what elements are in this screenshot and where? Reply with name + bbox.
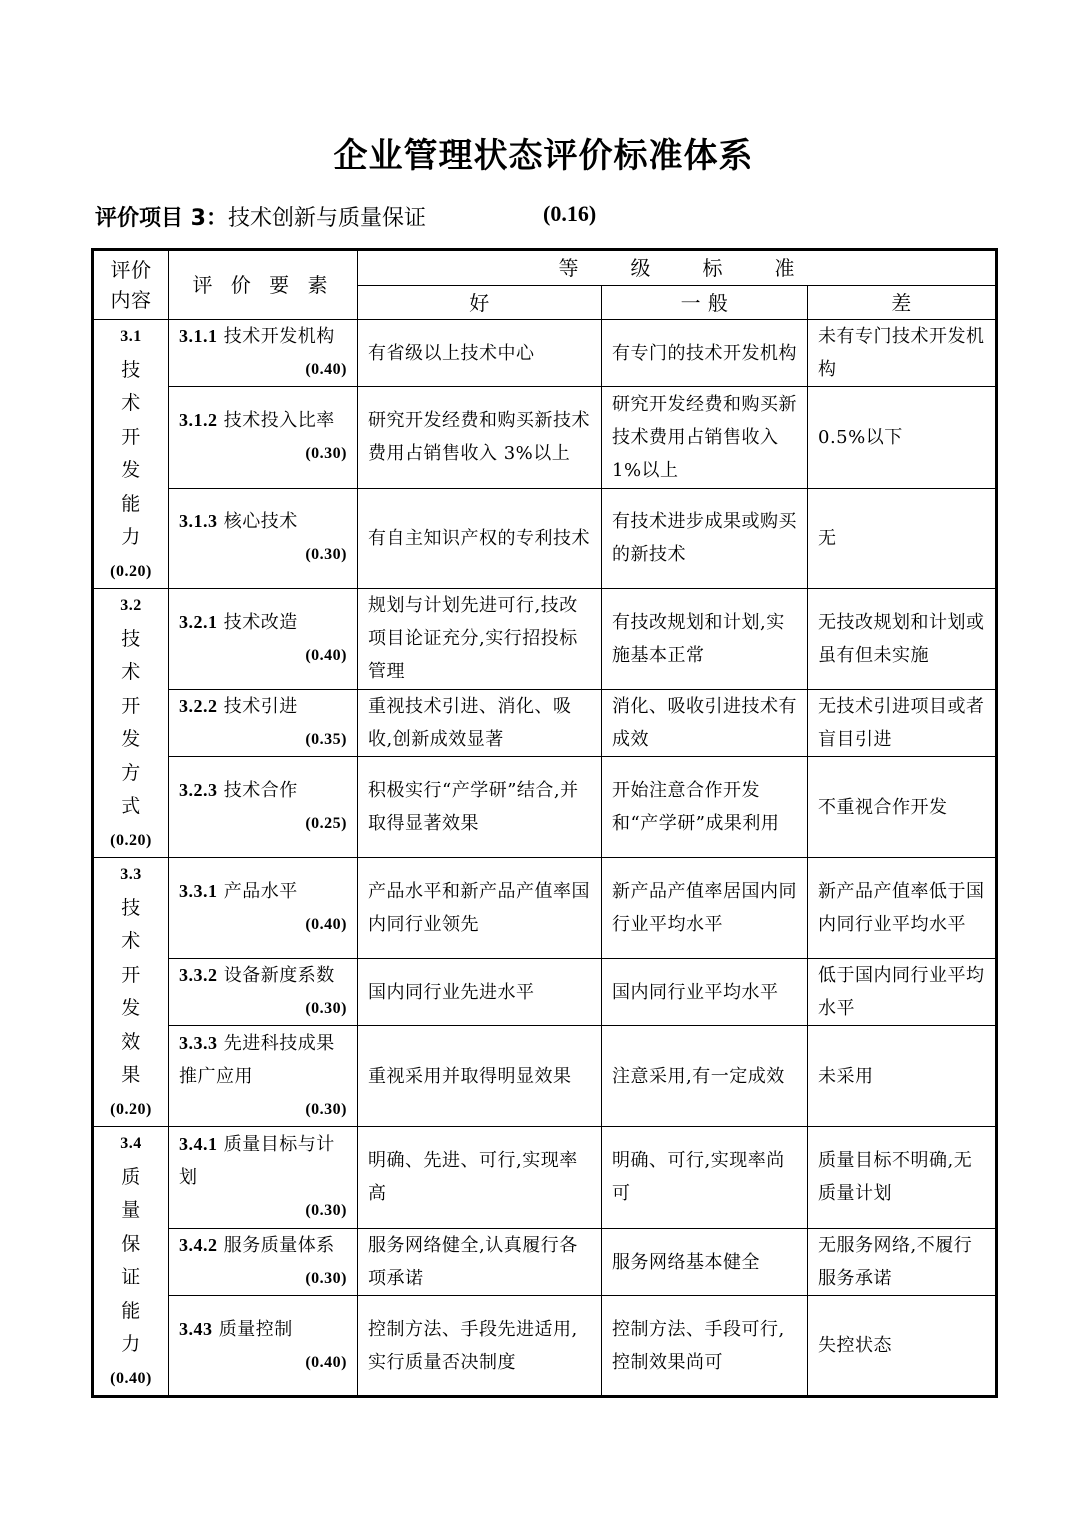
category-name-char: 开 xyxy=(121,425,141,448)
grade-good-cell: 有自主知识产权的专利技术 xyxy=(358,488,602,588)
category-name-char: 术 xyxy=(121,392,141,414)
element-cell xyxy=(169,1026,358,1127)
grade-poor-cell: 无服务网络,不履行服务承诺 xyxy=(808,1228,997,1296)
category-name-char: 发 xyxy=(121,459,141,481)
category-name-char: 量 xyxy=(121,1199,141,1221)
grade-average-cell: 有技术进步成果或购买的新技术 xyxy=(602,488,808,588)
category-name-char: 技 xyxy=(121,896,141,919)
grade-average-cell: 明确、可行,实现率尚可 xyxy=(602,1127,808,1229)
evaluation-item-heading xyxy=(95,201,597,232)
element-number: 3.3.1 xyxy=(179,881,218,901)
element-number: 3.43 xyxy=(179,1318,213,1339)
table-row xyxy=(93,1026,997,1127)
item-name: 技术创新与质量保证 xyxy=(227,206,426,231)
element-weight: (0.40) xyxy=(305,1353,347,1371)
category-name-char: 力 xyxy=(121,1333,141,1355)
element-cell xyxy=(169,488,358,588)
category-name-char: 证 xyxy=(121,1266,141,1288)
table-row xyxy=(93,1296,997,1397)
grade-average-cell: 控制方法、手段可行,控制效果尚可 xyxy=(602,1296,808,1397)
grade-good-cell: 重视采用并取得明显效果 xyxy=(358,1026,602,1127)
evaluation-standards-table xyxy=(91,248,998,1398)
grade-poor-cell: 质量目标不明确,无质量计划 xyxy=(808,1127,997,1229)
grade-good-cell: 有省级以上技术中心 xyxy=(358,320,602,387)
element-cell xyxy=(169,1228,358,1296)
element-name: 设备新度系数 xyxy=(223,965,335,986)
grade-poor-cell: 未有专门技术开发机构 xyxy=(808,320,997,387)
category-weight: (0.20) xyxy=(110,562,152,580)
category-name-char: 技 xyxy=(121,627,141,650)
grade-average-cell: 国内同行业平均水平 xyxy=(602,959,808,1026)
grade-average-cell: 消化、吸收引进技术有成效 xyxy=(602,689,808,757)
grade-poor-cell: 失控状态 xyxy=(808,1296,997,1397)
grade-average-cell: 开始注意合作开发和“产学研”成果利用 xyxy=(602,757,808,858)
category-name-char: 术 xyxy=(121,661,141,683)
grade-poor-cell: 无技改规划和计划或虽有但未实施 xyxy=(808,589,997,690)
header-average: 一 般 xyxy=(602,286,808,320)
category-number: 3.3 xyxy=(120,866,142,883)
element-number: 3.1.2 xyxy=(179,410,218,431)
element-name: 核心技术 xyxy=(223,511,298,533)
category-cell xyxy=(93,858,169,1127)
category-name-char: 术 xyxy=(121,930,141,952)
header-grades: 等级标准 xyxy=(358,250,997,286)
element-name: 先进科技成果推广应用 xyxy=(179,1032,335,1087)
element-name: 技术开发机构 xyxy=(223,326,335,348)
category-number: 3.2 xyxy=(120,597,142,614)
element-name: 质量控制 xyxy=(218,1318,293,1340)
category-name-char: 质 xyxy=(121,1165,141,1188)
element-number: 3.4.2 xyxy=(179,1235,218,1255)
grade-poor-cell: 0.5%以下 xyxy=(808,387,997,488)
element-name: 质量目标与计划 xyxy=(179,1133,335,1188)
category-name-char: 发 xyxy=(121,997,141,1019)
grade-poor-cell: 无技术引进项目或者盲目引进 xyxy=(808,689,997,757)
element-weight: (0.30) xyxy=(305,546,347,564)
table-row xyxy=(93,1228,997,1296)
category-name-char: 发 xyxy=(121,728,141,750)
table-row xyxy=(93,320,997,387)
element-weight: (0.25) xyxy=(305,815,347,833)
element-weight: (0.30) xyxy=(305,1000,347,1017)
element-name: 技术改造 xyxy=(223,611,298,633)
category-cell xyxy=(93,1127,169,1397)
category-number: 3.1 xyxy=(120,328,142,345)
element-weight: (0.35) xyxy=(305,730,347,748)
element-cell xyxy=(169,689,358,757)
element-name: 产品水平 xyxy=(223,881,298,902)
category-weight: (0.20) xyxy=(110,1100,152,1118)
grade-poor-cell: 不重视合作开发 xyxy=(808,757,997,858)
category-name-char: 果 xyxy=(121,1064,141,1086)
element-number: 3.2.2 xyxy=(179,695,218,716)
grade-good-cell: 服务网络健全,认真履行各项承诺 xyxy=(358,1228,602,1296)
element-name: 技术合作 xyxy=(223,780,298,802)
category-name-char: 式 xyxy=(121,795,141,817)
category-weight: (0.20) xyxy=(110,831,152,849)
header-content-line1: 评价 xyxy=(110,258,152,282)
grade-average-cell: 有技改规划和计划,实施基本正常 xyxy=(602,589,808,690)
element-cell xyxy=(169,387,358,488)
grade-good-cell: 重视技术引进、消化、吸收,创新成效显著 xyxy=(358,689,602,757)
header-elements: 评 价 要 素 xyxy=(169,250,358,320)
category-cell xyxy=(93,320,169,589)
element-name: 技术引进 xyxy=(223,695,298,717)
element-weight: (0.40) xyxy=(305,916,347,933)
table-row xyxy=(93,858,997,959)
table-row xyxy=(93,757,997,858)
header-row xyxy=(93,250,997,286)
element-number: 3.4.1 xyxy=(179,1133,218,1154)
category-name-char: 能 xyxy=(121,492,141,515)
category-number: 3.4 xyxy=(120,1135,142,1152)
grade-average-cell: 有专门的技术开发机构 xyxy=(602,320,808,387)
grade-average-cell: 服务网络基本健全 xyxy=(602,1228,808,1296)
header-content-line2: 内容 xyxy=(110,288,152,312)
grade-good-cell: 控制方法、手段先进适用,实行质量否决制度 xyxy=(358,1296,602,1397)
grade-average-cell: 注意采用,有一定成效 xyxy=(602,1026,808,1127)
element-cell xyxy=(169,320,358,387)
element-number: 3.3.2 xyxy=(179,965,218,985)
element-weight: (0.40) xyxy=(305,646,347,664)
category-name-char: 力 xyxy=(121,526,141,548)
category-name-char: 效 xyxy=(121,1030,141,1053)
element-cell xyxy=(169,1127,358,1229)
element-weight: (0.30) xyxy=(305,1201,347,1219)
element-number: 3.3.3 xyxy=(179,1032,218,1053)
element-number: 3.1.1 xyxy=(179,326,218,347)
category-weight: (0.40) xyxy=(110,1369,152,1387)
category-name-char: 开 xyxy=(121,963,141,986)
category-name-char: 能 xyxy=(121,1299,141,1322)
table-row xyxy=(93,387,997,488)
element-weight: (0.30) xyxy=(305,1270,347,1287)
grade-good-cell: 规划与计划先进可行,技改项目论证充分,实行招投标管理 xyxy=(358,589,602,690)
grade-good-cell: 产品水平和新产品产值率国内同行业领先 xyxy=(358,858,602,959)
element-name: 服务质量体系 xyxy=(223,1235,335,1256)
element-number: 3.2.3 xyxy=(179,780,218,801)
table-row xyxy=(93,1127,997,1229)
category-name-char: 保 xyxy=(121,1232,141,1255)
table-row xyxy=(93,589,997,690)
page-title: 企业管理状态评价标准体系 xyxy=(333,136,754,176)
grade-good-cell: 明确、先进、可行,实现率高 xyxy=(358,1127,602,1229)
header-good: 好 xyxy=(358,286,602,320)
element-cell xyxy=(169,1296,358,1397)
element-cell xyxy=(169,757,358,858)
element-number: 3.2.1 xyxy=(179,611,218,632)
grade-good-cell: 积极实行“产学研”结合,并取得显著效果 xyxy=(358,757,602,858)
grade-poor-cell: 未采用 xyxy=(808,1026,997,1127)
grade-average-cell: 研究开发经费和购买新技术费用占销售收入 1%以上 xyxy=(602,387,808,488)
element-cell xyxy=(169,589,358,690)
element-weight: (0.30) xyxy=(305,445,347,463)
element-cell xyxy=(169,858,358,959)
category-name-char: 开 xyxy=(121,694,141,717)
category-cell xyxy=(93,589,169,858)
category-name-char: 方 xyxy=(121,761,141,784)
table-row xyxy=(93,488,997,588)
item-label: 评价项目 3： xyxy=(95,206,228,231)
element-cell xyxy=(169,959,358,1026)
grade-poor-cell: 新产品产值率低于国内同行业平均水平 xyxy=(808,858,997,959)
grade-poor-cell: 低于国内同行业平均水平 xyxy=(808,959,997,1026)
category-name-char: 技 xyxy=(121,358,141,381)
element-name: 技术投入比率 xyxy=(223,410,335,432)
grade-average-cell: 新产品产值率居国内同行业平均水平 xyxy=(602,858,808,959)
table-row xyxy=(93,959,997,1026)
element-weight: (0.40) xyxy=(305,361,347,379)
element-number: 3.1.3 xyxy=(179,511,218,532)
grade-good-cell: 国内同行业先进水平 xyxy=(358,959,602,1026)
item-weight: (0.16) xyxy=(543,201,597,226)
element-weight: (0.30) xyxy=(305,1100,347,1118)
grade-good-cell: 研究开发经费和购买新技术费用占销售收入 3%以上 xyxy=(358,387,602,488)
grade-poor-cell: 无 xyxy=(808,488,997,588)
header-content-cell xyxy=(93,250,169,320)
table-row xyxy=(93,689,997,757)
header-poor: 差 xyxy=(808,286,997,320)
